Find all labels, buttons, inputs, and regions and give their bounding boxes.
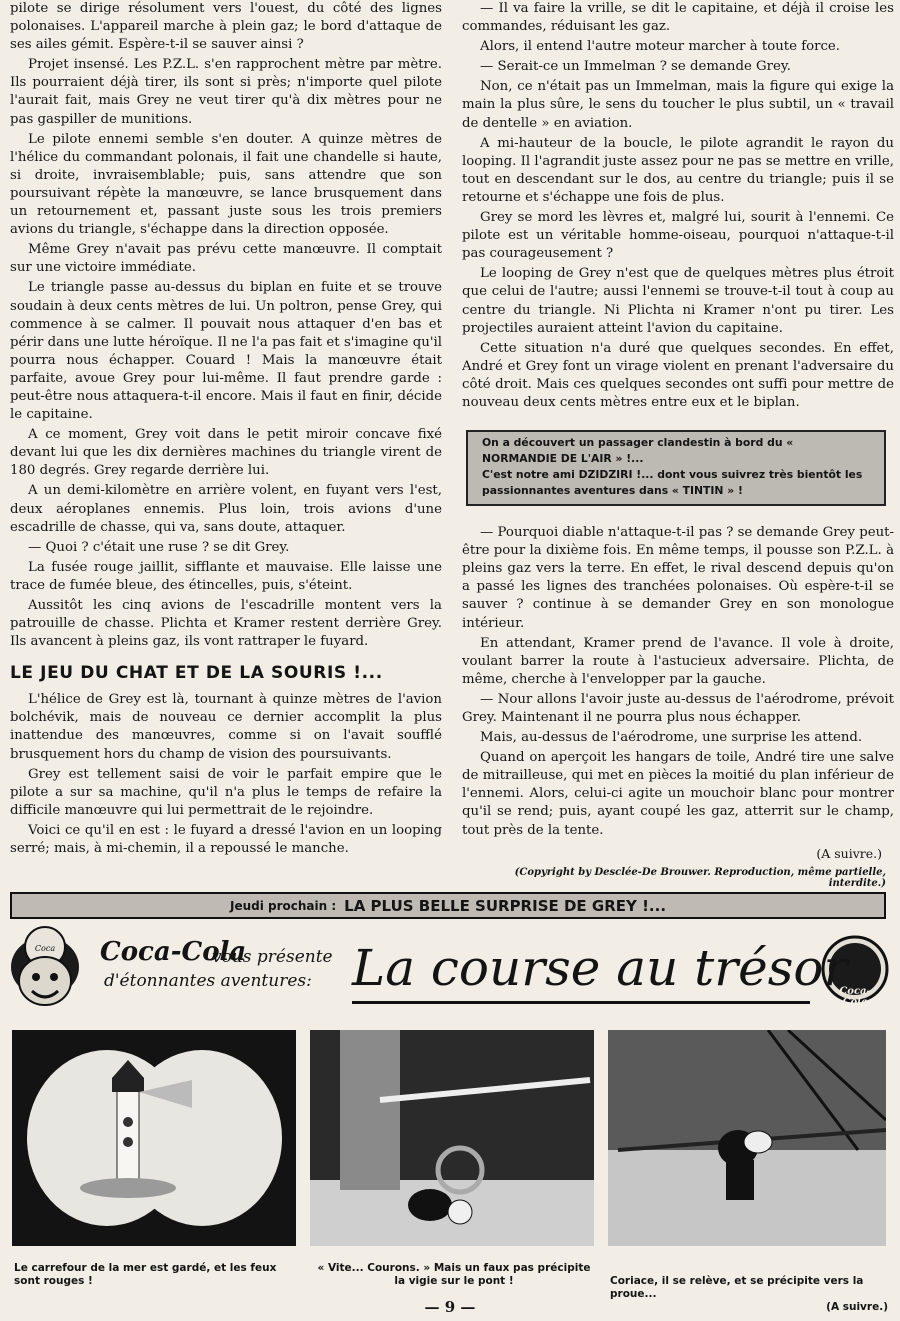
left-paragraphs-bottom xyxy=(10,691,442,858)
ad-brand: Coca-Cola xyxy=(100,937,247,967)
next-week-text: LA PLUS BELLE SURPRISE DE GREY !... xyxy=(344,896,667,915)
ad-title-underline xyxy=(352,1001,810,1004)
paragraph: Quand on aperçoit les hangars de toile, André tire une salve de mitrailleuse, qui met en pièces la moitié du plan inférieur de l'ennemi. Alors, celui-ci agite un mouchoir blanc pour montrer qu'il se rend; puis, ayant coupé les gaz, atterrit sur le champ, tout près de la tente. xyxy=(462,750,894,838)
paragraph: — Quoi ? c'était une ruse ? se dit Grey. xyxy=(28,539,290,555)
ship-running-scene xyxy=(608,1030,886,1246)
right-paragraphs-top xyxy=(462,0,894,412)
paragraph: Le looping de Grey n'est que de quelques mètres plus étroit que celui de l'autre; aussi l'ennemi se trouve-t-il tout à coup au centre du triangle. Ni Plichta ni Kramer n'ont pu tirer. Les projectiles auraient atteint l'avion du capitaine. xyxy=(462,266,894,336)
paragraph: — Nour allons l'avoir juste au-dessus de l'aérodrome, prévoit Grey. Maintenant il ne pourra plus nous échapper. xyxy=(462,691,894,725)
paragraph: — Serait-ce un Immelman ? se demande Grey. xyxy=(480,59,791,75)
paragraph: Le pilote ennemi semble s'en douter. A quinze mètres de l'hélice du commandant polonais, il fait une chandelle si haute, si droite, invraisemblable; puis, sans attendre que son poursuivant répète la manœuvre, se lance brusquement dans un retournement et, passant juste sous les trois premiers avions du triangle, s'échappe dans la direction opposée. xyxy=(10,131,442,238)
paragraph: Mais, au-dessus de l'aérodrome, une surprise les attend. xyxy=(480,730,863,746)
paragraph: Le triangle passe au-dessus du biplan en fuite et se trouve soudain à deux cents mètres de lui. Un poltron, pense Grey, qui commence à se calmer. Il pouvait nous attaquer d'en bas et périr dans une lutte héroïque. Il ne l'a pas fait et s'imagine qu'il pourra nous échapper. Couard ! Mais la manœuvre était parfaite, avoue Grey pour lui-même. Il faut prendre garde : peut-être nous attaquera-t-il encore. Mais il faut en finir, décide le capitaine. xyxy=(10,280,442,423)
comic-caption-2: « Vite... Courons. » Mais un faux pas précipite la vigie sur le pont ! xyxy=(317,1262,591,1287)
mascot-boy-icon xyxy=(11,927,79,1005)
copyright-notice: (Copyright by Desclée-De Brouwer. Reproduction, même partielle, interdite.) xyxy=(514,866,886,889)
ship-deck-scene xyxy=(310,1030,594,1246)
paragraph: Aussitôt les cinq avions de l'escadrille montent vers la patrouille de chasse. Plichta et Kramer restent derrière Grey. Ils avancent à pleins gaz, ils vont rattraper le fuyard. xyxy=(10,598,442,650)
paragraph: Projet insensé. Les P.Z.L. s'en rapprochent mètre par mètre. Ils pourraient déjà tirer, ils sont si près; n'importe quel pilote l'aurait fait, mais Grey ne veut tirer qu'à dix mètres pour ne pas gaspiller de munitions. xyxy=(10,57,442,127)
paragraph: Grey se mord les lèvres et, malgré lui, sourit à l'ennemi. Ce pilote est un véritable homme-oiseau, pourquoi n'attaque-t-il pas courageusement ? xyxy=(462,210,894,262)
comic-panel-2 xyxy=(310,1030,594,1246)
paragraph: La fusée rouge jaillit, sifflante et mauvaise. Elle laisse une trace de fumée bleue, des étincelles, puis, s'éteint. xyxy=(10,559,442,593)
right-paragraphs-bottom xyxy=(462,524,894,840)
ad-title: La course au trésor xyxy=(352,939,848,997)
paragraph: Même Grey n'avait pas prévu cette manœuvre. Il comptait sur une victoire immédiate. xyxy=(10,242,442,276)
left-column xyxy=(10,0,442,860)
paragraph: Cette situation n'a duré que quelques secondes. En effet, André et Grey font un virage violent en prenant l'adversaire du côté droit. Mais ces quelques secondes ont suffi pour mettre de nouveau deux cents mètres entre eux et le biplan. xyxy=(462,340,894,410)
a-suivre: (A suivre.) xyxy=(816,845,882,861)
paragraph: En attendant, Kramer prend de l'avance. Il vole à droite, voulant barrer la route à l'astucieux adversaire. Plichta, de même, cherche à l'envelopper par la gauche. xyxy=(462,635,894,687)
page-number: — 9 — xyxy=(424,1298,476,1316)
announcement-box: On a découvert un passager clandestin à bord du « NORMANDIE DE L'AIR » !... C'est notre ami DZIDZIRI !... dont vous suivrez très bientôt les passionnantes aventures dans « TINTIN » ! xyxy=(466,430,886,506)
ad-header xyxy=(0,925,900,1025)
paragraph: Grey est tellement saisi de voir le parfait empire que le pilote a sur sa machine, qu'il n'a plus le temps de refaire la difficile manœuvre qui lui permettrait de le rejoindre. xyxy=(10,766,442,818)
paragraph: A un demi-kilomètre en arrière volent, en fuyant vers l'est, deux aéroplanes ennemis. Plus loin, trois avions d'une escadrille de chasse, qui va, sans doute, attaquer. xyxy=(10,483,442,535)
lighthouse-scene xyxy=(12,1030,296,1246)
paragraph: pilote se dirige résolument vers l'ouest, du côté des lignes polonaises. L'appareil marche à plein gaz; le bord d'attaque de ses ailes gémit. Espère-t-il se sauver ainsi ? xyxy=(10,1,442,53)
ad-badge-text: Coca-Cola xyxy=(839,986,871,1008)
next-week-label: Jeudi prochain : xyxy=(229,898,337,913)
comic-caption-3-text: Coriace, il se relève, et se précipite vers la proue... xyxy=(610,1275,864,1300)
paragraph: A mi-hauteur de la boucle, le pilote agrandit le rayon du looping. Il l'agrandit juste assez pour ne pas se mettre en vrille, tout en descendant sur le dos, au centre du triangle; puis il se retourne et s'échappe une fois de plus. xyxy=(462,135,894,205)
right-column xyxy=(462,0,894,889)
paragraph: A ce moment, Grey voit dans le petit miroir concave fixé devant lui que les dix dernières machines du triangle virent de 180 degrés. Grey regarde derrière lui. xyxy=(10,427,442,479)
paragraph: Non, ce n'était pas un Immelman, mais la figure qui exige la main la plus sûre, le sens du toucher le plus subtil, un « travail de dentelle » en aviation. xyxy=(462,79,894,131)
ad-presents-line2: d'étonnantes aventures: xyxy=(104,971,312,991)
paragraph: — Il va faire la vrille, se dit le capitaine, et déjà il croise les commandes, réduisant les gaz. xyxy=(462,1,894,35)
ad-presents-line1: vous présente xyxy=(212,947,333,967)
comic-panel-1 xyxy=(12,1030,296,1246)
paragraph: Alors, il entend l'autre moteur marcher à toute force. xyxy=(480,39,841,55)
svg-text:Coca: Coca xyxy=(34,944,56,953)
paragraph: L'hélice de Grey est là, tournant à quinze mètres de l'avion bolchévik, mais de nouveau ce dernier accomplit la plus inattendue des manœuvres, comme si on l'avait soufflé brusquement hors du champ de vision des poursuivants. xyxy=(10,692,442,762)
comic-caption-3-suffix: (A suivre.) xyxy=(826,1301,888,1313)
paragraph: — Pourquoi diable n'attaque-t-il pas ? se demande Grey peut-être pour la dixième fois. En même temps, il pousse son P.Z.L. à pleins gaz vers la terre. En effet, le rival descend depuis qu'on a passé les lignes des tranchées polonaises. Où espère-t-il se sauver ? continue à se demander Grey en son monologue intérieur. xyxy=(462,525,894,631)
left-paragraphs-top xyxy=(10,0,442,651)
section-title: LE JEU DU CHAT ET DE LA SOURIS !... xyxy=(10,663,383,684)
comic-panel-3 xyxy=(608,1030,886,1246)
next-week-banner xyxy=(10,892,886,919)
comic-caption-1: Le carrefour de la mer est gardé, et les feux sont rouges ! xyxy=(14,1262,277,1287)
paragraph: Voici ce qu'il en est : le fuyard a dressé l'avion en un looping serré; mais, à mi-chemin, il a repoussé le manche. xyxy=(10,822,442,857)
